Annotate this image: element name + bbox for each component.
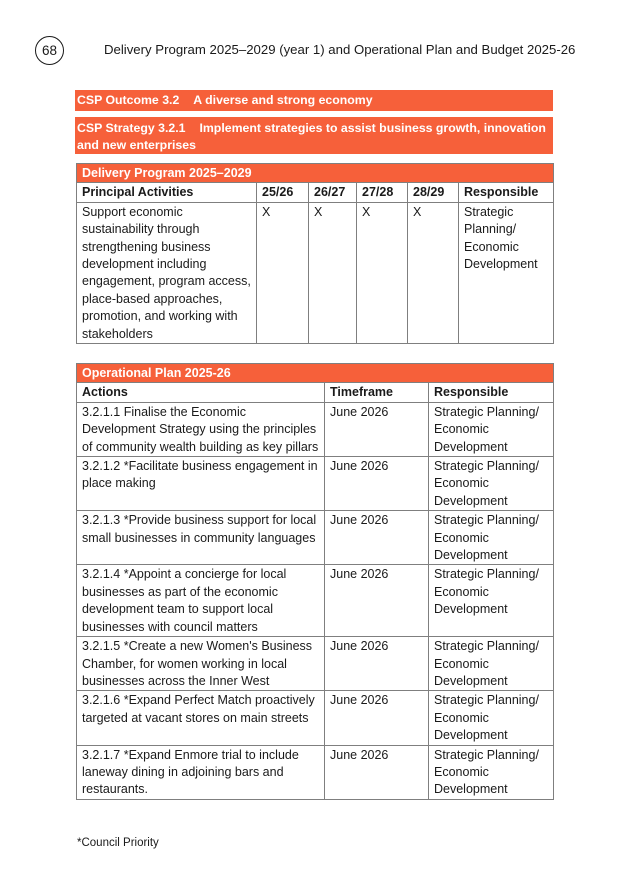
column-header: 25/26: [257, 183, 309, 202]
timeframe-cell: June 2026: [325, 511, 429, 565]
page-number: 68: [35, 36, 64, 65]
column-header: 26/27: [309, 183, 357, 202]
csp-outcome-text: A diverse and strong economy: [193, 93, 373, 107]
table-row: [77, 691, 554, 745]
responsible-cell: Strategic Planning/ Economic Development: [429, 511, 554, 565]
timeframe-cell: June 2026: [325, 691, 429, 745]
table-row: [77, 511, 554, 565]
responsible-cell: Strategic Planning/ Economic Development: [429, 565, 554, 637]
delivery-program-title-row: [77, 164, 554, 183]
action-cell: 3.2.1.5 *Create a new Women's Business Chamber, for women working in local businesses across the Inner West: [77, 637, 325, 691]
table-row: [77, 202, 554, 343]
responsible-cell: Strategic Planning/ Economic Development: [429, 691, 554, 745]
action-cell: 3.2.1.2 *Facilitate business engagement in place making: [77, 457, 325, 511]
year-mark-cell: X: [357, 202, 408, 343]
table-row: [77, 745, 554, 799]
column-header: Timeframe: [325, 383, 429, 402]
csp-outcome-banner: [75, 90, 553, 111]
responsible-cell: Strategic Planning/ Economic Development: [429, 745, 554, 799]
action-cell: 3.2.1.7 *Expand Enmore trial to include laneway dining in adjoining bars and restaurants.: [77, 745, 325, 799]
page-header-title: Delivery Program 2025–2029 (year 1) and Operational Plan and Budget 2025-26: [104, 42, 576, 57]
column-header: 27/28: [357, 183, 408, 202]
column-header: 28/29: [408, 183, 459, 202]
table-row: [77, 637, 554, 691]
principal-activity-cell: Support economic sustainability through strengthening business development including engagement, program access, place-based approaches, promotion, and working with stakeholders: [77, 202, 257, 343]
csp-strategy-label: CSP Strategy 3.2.1: [77, 121, 186, 135]
table-row: [77, 457, 554, 511]
operational-plan-title: Operational Plan 2025-26: [77, 364, 554, 383]
action-cell: 3.2.1.4 *Appoint a concierge for local businesses as part of the economic development team to support local businesses with council matters: [77, 565, 325, 637]
responsible-cell: Strategic Planning/ Economic Development: [429, 637, 554, 691]
action-cell: 3.2.1.3 *Provide business support for local small businesses in community languages: [77, 511, 325, 565]
timeframe-cell: June 2026: [325, 637, 429, 691]
year-mark-cell: X: [309, 202, 357, 343]
operational-plan-title-row: [77, 364, 554, 383]
timeframe-cell: June 2026: [325, 745, 429, 799]
column-header: Responsible: [429, 383, 554, 402]
column-header: Responsible: [459, 183, 554, 202]
timeframe-cell: June 2026: [325, 565, 429, 637]
timeframe-cell: June 2026: [325, 457, 429, 511]
csp-strategy-banner: [75, 117, 553, 154]
table-row: [77, 565, 554, 637]
csp-strategy-text: Implement strategies to assist business growth, innovation and new enterprises: [77, 121, 546, 152]
table-header-row: [77, 183, 554, 202]
responsible-cell: Strategic Planning/ Economic Development: [429, 402, 554, 456]
delivery-program-table: [76, 163, 554, 344]
action-cell: 3.2.1.6 *Expand Perfect Match proactively targeted at vacant stores on main streets: [77, 691, 325, 745]
timeframe-cell: June 2026: [325, 402, 429, 456]
year-mark-cell: X: [408, 202, 459, 343]
column-header: Actions: [77, 383, 325, 402]
csp-outcome-label: CSP Outcome 3.2: [77, 93, 180, 107]
action-cell: 3.2.1.1 Finalise the Economic Development Strategy using the principles of community wealth building as key pillars: [77, 402, 325, 456]
responsible-cell: Strategic Planning/ Economic Development: [459, 202, 554, 343]
year-mark-cell: X: [257, 202, 309, 343]
footnote: *Council Priority: [77, 837, 159, 849]
table-header-row: [77, 383, 554, 402]
responsible-cell: Strategic Planning/ Economic Development: [429, 457, 554, 511]
delivery-program-title: Delivery Program 2025–2029: [77, 164, 554, 183]
column-header: Principal Activities: [77, 183, 257, 202]
table-row: [77, 402, 554, 456]
operational-plan-table: [76, 363, 554, 800]
